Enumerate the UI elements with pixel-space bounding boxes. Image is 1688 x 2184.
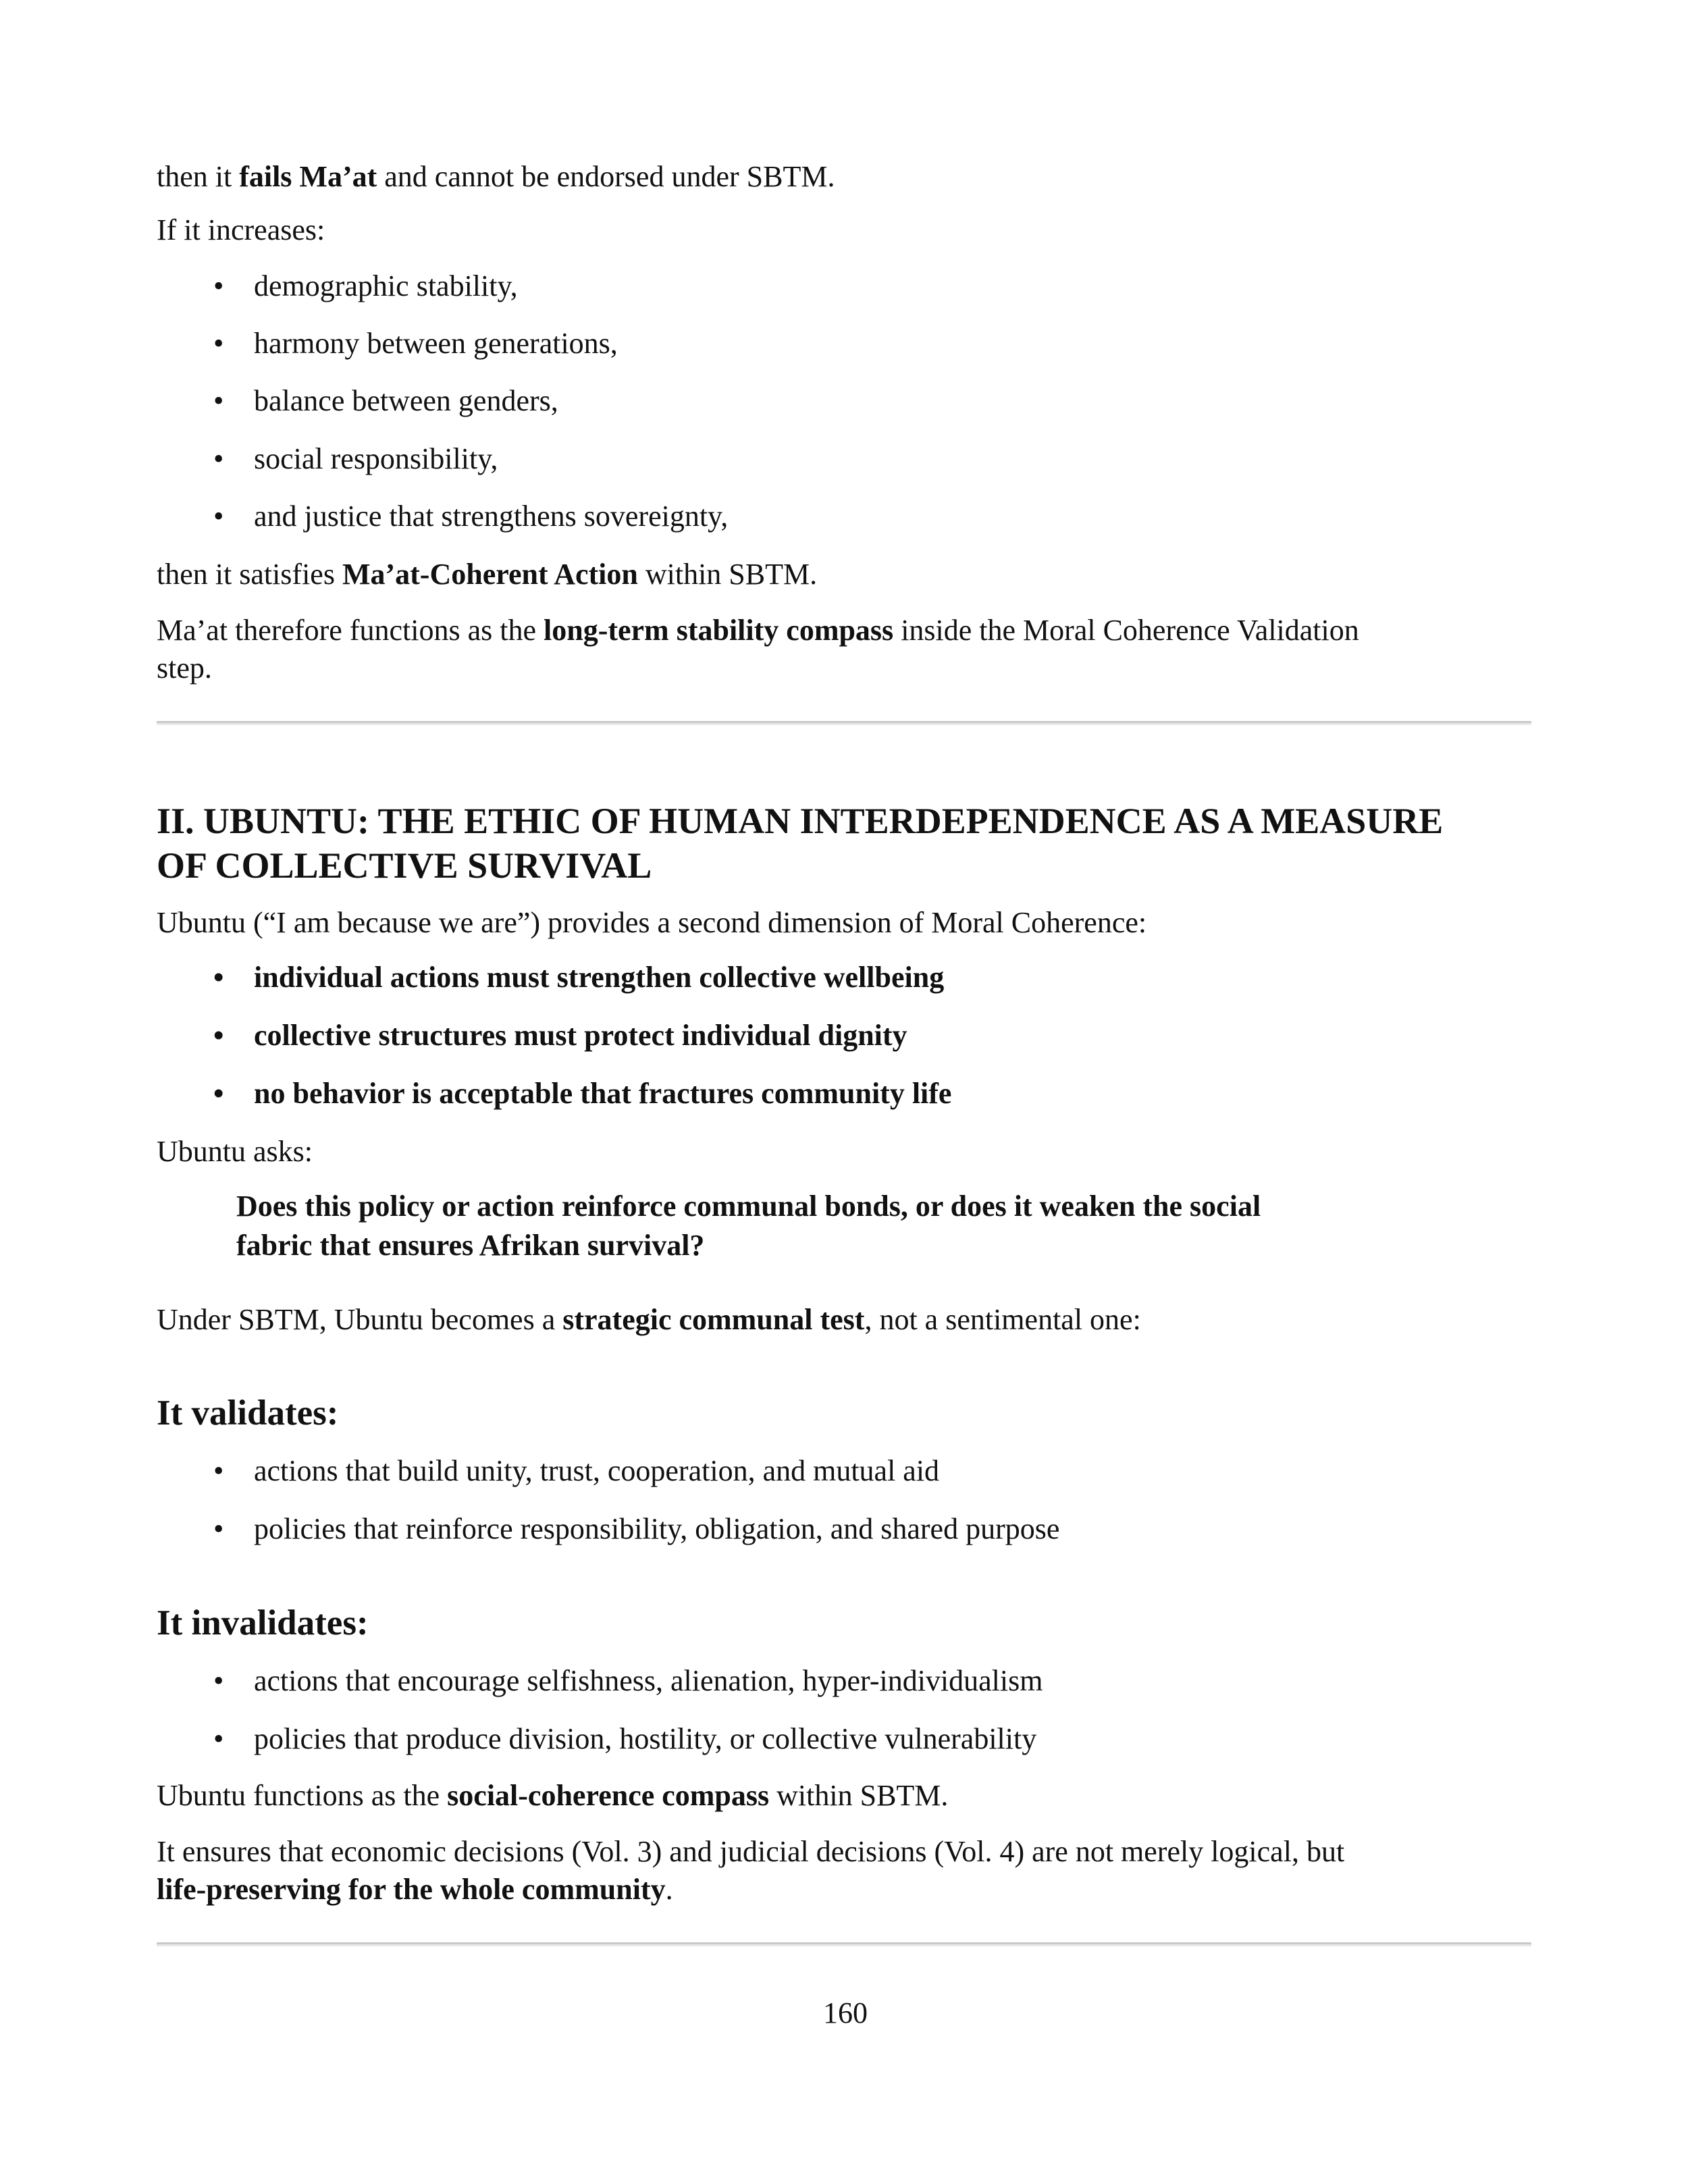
paragraph-social-compass: Ubuntu functions as the social-coherence compass within SBTM. bbox=[157, 1779, 949, 1812]
subheading-validates: It validates: bbox=[157, 1393, 339, 1433]
paragraph-stability-compass: Ma’at therefore functions as the long-term stability compass inside the Moral Coherence Validation bbox=[157, 614, 1359, 647]
paragraph-maat-coherent: then it satisfies Ma’at-Coherent Action within SBTM. bbox=[157, 558, 818, 591]
block-quote: Does this policy or action reinforce communal bonds, or does it weaken the social fabric that ensures Afrikan survival? bbox=[236, 1190, 1261, 1262]
paragraph-ensures-cont: life-preserving for the whole community. bbox=[157, 1873, 673, 1906]
bullet-icon: • bbox=[213, 961, 224, 994]
bullet-icon: • bbox=[213, 1454, 224, 1487]
bullet-icon: • bbox=[213, 1512, 224, 1545]
bullet-icon: • bbox=[213, 1019, 224, 1052]
bullet-icon: • bbox=[213, 269, 224, 302]
section-divider bbox=[157, 1942, 1531, 1946]
bullet-icon: • bbox=[213, 500, 224, 533]
bullet-icon: • bbox=[213, 442, 224, 475]
section-heading-cont: OF COLLECTIVE SURVIVAL bbox=[157, 845, 652, 886]
bullet-icon: • bbox=[213, 327, 224, 360]
section-heading: II. UBUNTU: THE ETHIC OF HUMAN INTERDEPENDENCE AS A MEASURE bbox=[157, 801, 1444, 841]
paragraph-if-increases: If it increases: bbox=[157, 213, 325, 246]
section-divider bbox=[157, 721, 1531, 725]
bullet-icon: • bbox=[213, 1077, 224, 1110]
bullet-icon: • bbox=[213, 1664, 224, 1697]
bullet-icon: • bbox=[213, 384, 224, 417]
paragraph-stability-compass-cont: step. bbox=[157, 651, 212, 685]
page-number: 160 bbox=[823, 1996, 868, 2029]
paragraph-fails-maat: then it fails Ma’at and cannot be endorsed under SBTM. bbox=[157, 160, 835, 193]
subheading-invalidates: It invalidates: bbox=[157, 1603, 369, 1643]
paragraph-ubuntu-asks: Ubuntu asks: bbox=[157, 1135, 313, 1168]
paragraph-strategic-test: Under SBTM, Ubuntu becomes a strategic communal test, not a sentimental one: bbox=[157, 1303, 1141, 1336]
paragraph-ensures: It ensures that economic decisions (Vol. 3) and judicial decisions (Vol. 4) are not merely logical, but bbox=[157, 1835, 1345, 1868]
bullet-icon: • bbox=[213, 1722, 224, 1755]
paragraph-ubuntu-intro: Ubuntu (“I am because we are”) provides a second dimension of Moral Coherence: bbox=[157, 906, 1147, 939]
